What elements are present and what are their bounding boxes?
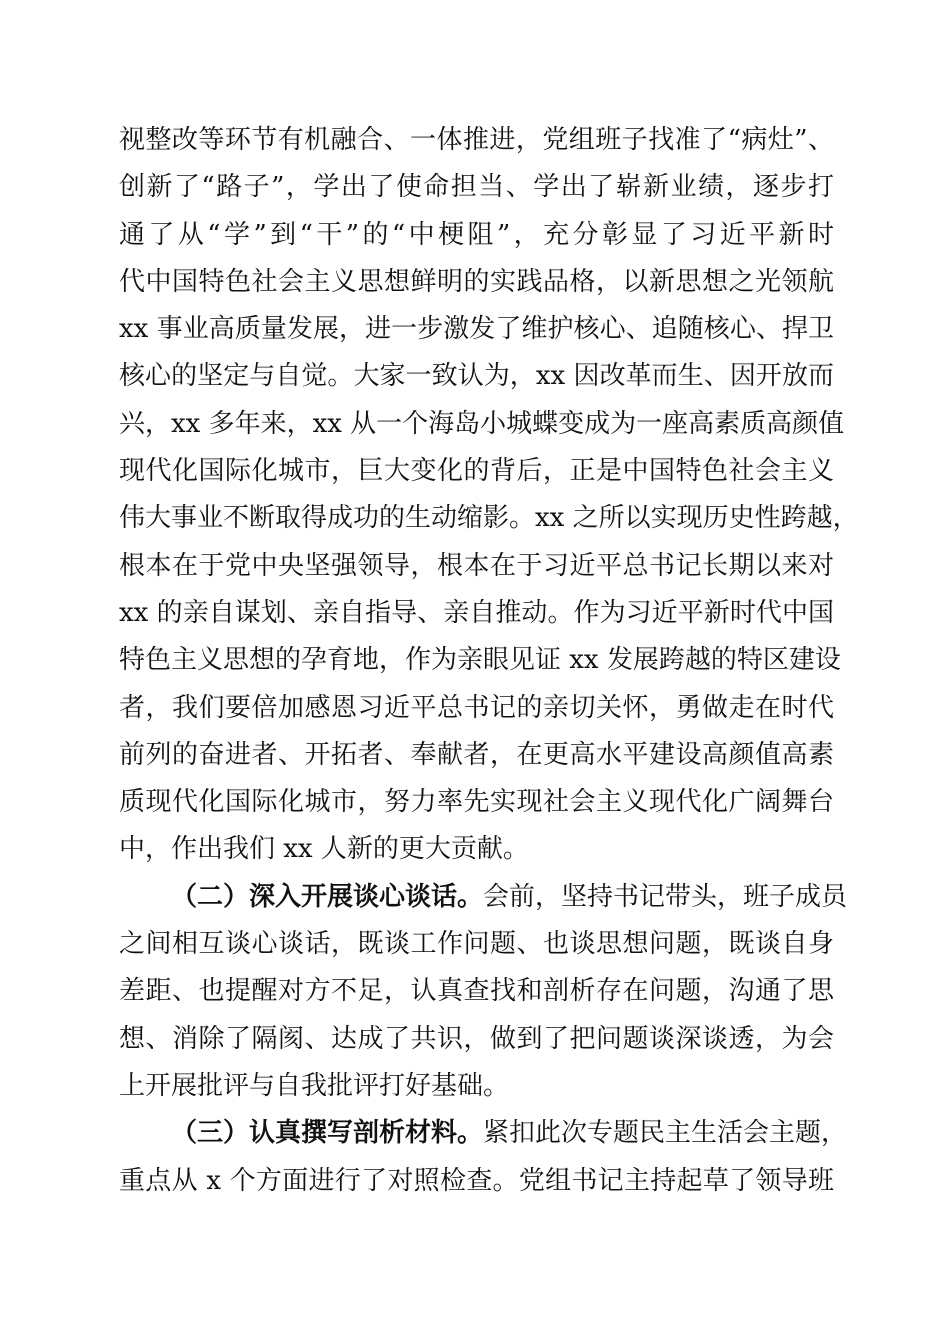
text-line: xx 事业高质量发展，进一步激发了维护核心、追随核心、捍卫 (119, 314, 834, 345)
text-line: 想、消除了隔阂、达成了共识，做到了把问题谈深谈透，为会 (119, 1023, 834, 1054)
text-line: 根本在于党中央坚强领导，根本在于习近平总书记长期以来对 (119, 550, 834, 581)
text-line: 核心的坚定与自觉。大家一致认为，xx 因改革而生、因开放而 (119, 361, 834, 392)
text-line: 现代化国际化城市，巨大变化的背后，正是中国特色社会主义 (119, 456, 834, 487)
text-line: 创新了“路子”，学出了使命担当、学出了崭新业绩，逐步打 (119, 172, 834, 203)
text-line: 质现代化国际化城市，努力率先实现社会主义现代化广阔舞台 (119, 787, 834, 818)
text-line: 上开展批评与自我批评打好基础。 (119, 1070, 510, 1101)
text-line: 之间相互谈心谈话，既谈工作问题、也谈思想问题，既谈自身 (119, 929, 834, 960)
section-first-line (119, 874, 848, 921)
section-heading: （二）深入开展谈心谈话。 (171, 881, 484, 912)
section-heading: （三）认真撰写剖析材料。 (171, 1118, 484, 1149)
text-line: 中，作出我们 xx 人新的更大贡献。 (119, 834, 529, 865)
text-line: 伟大事业不断取得成功的生动缩影。xx 之所以实现历史性跨越， (119, 503, 859, 534)
text-line: 通了从“学”到“干”的“中梗阻”，充分彰显了习近平新时 (119, 219, 834, 250)
section-text: 会前，坚持书记带头，班子成员 (483, 881, 848, 912)
text-line: 视整改等环节有机融合、一体推进，党组班子找准了“病灶”、 (119, 125, 834, 155)
text-line: 前列的奋进者、开拓者、奉献者，在更高水平建设高颜值高素 (119, 739, 834, 770)
text-line: 兴，xx 多年来，xx 从一个海岛小城蝶变成为一座高素质高颜值 (119, 408, 845, 439)
text-line: 差距、也提醒对方不足，认真查找和剖析存在问题，沟通了思 (119, 976, 834, 1007)
text-line: 代中国特色社会主义思想鲜明的实践品格，以新思想之光领航 (119, 266, 834, 297)
text-line: xx 的亲自谋划、亲自指导、亲自推动。作为习近平新时代中国 (119, 597, 834, 628)
section-first-line (119, 1110, 848, 1157)
section-text: 紧扣此次专题民主生活会主题， (483, 1118, 848, 1149)
text-line: 特色主义思想的孕育地，作为亲眼见证 xx 发展跨越的特区建设 (119, 645, 841, 676)
text-line: 重点从 x 个方面进行了对照检查。党组书记主持起草了领导班 (119, 1165, 834, 1196)
text-line: 者，我们要倍加感恩习近平总书记的亲切关怀，勇做走在时代 (119, 692, 834, 723)
document-body (119, 117, 859, 1205)
